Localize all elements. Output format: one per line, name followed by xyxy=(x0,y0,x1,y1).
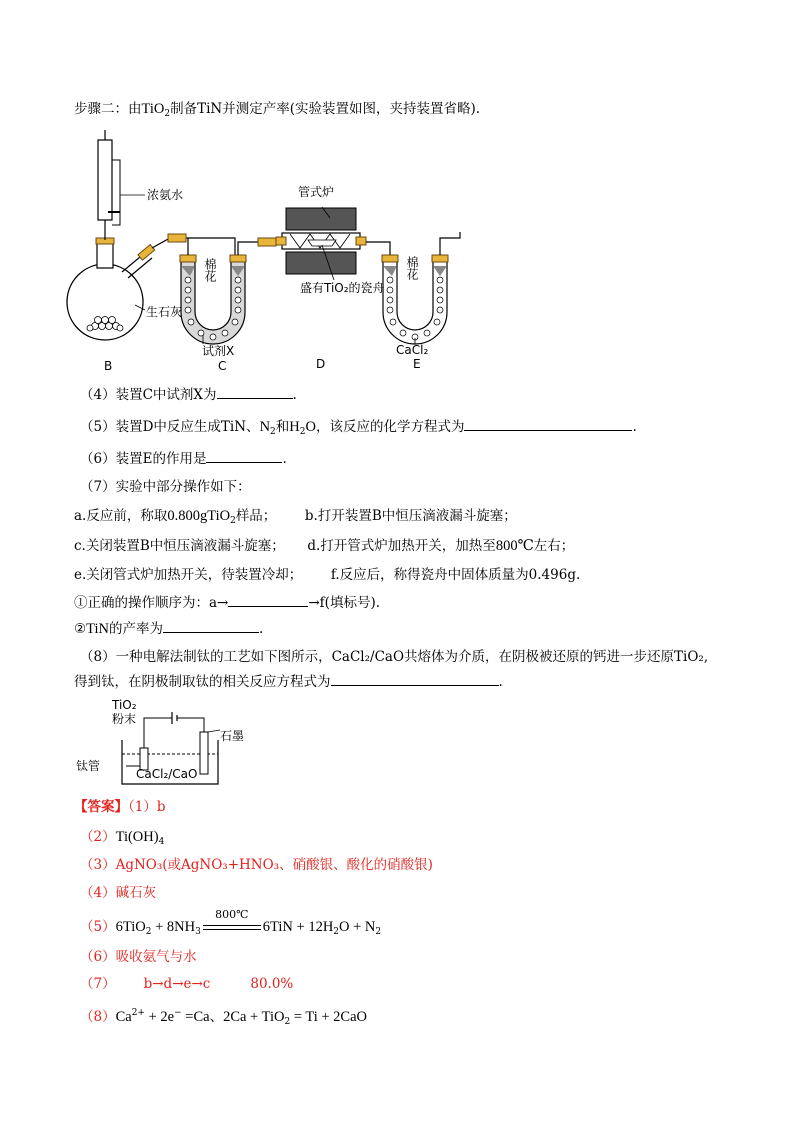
answer-8-sep: 、 xyxy=(209,1009,224,1025)
label-c: C xyxy=(218,359,227,373)
question-8-line2 xyxy=(74,673,503,691)
tube-furnace-d xyxy=(276,207,366,280)
q7-d-text: d.打开管式炉加热开关，加热至 xyxy=(307,538,496,554)
q7-1-text: ①正确的操作顺序为：a→ xyxy=(74,595,229,611)
label-lime: 生石灰 xyxy=(146,305,183,319)
answer-2 xyxy=(80,828,164,851)
answer-8-eq2-sub: 2 xyxy=(284,1017,291,1027)
q8-blank xyxy=(331,673,499,686)
label-cotton-c: 棉花 xyxy=(203,258,217,282)
question-7-intro: （7）实验中部分操作如下： xyxy=(80,479,251,495)
answer-8-ca: Ca xyxy=(115,1009,132,1025)
label-cotton-e: 棉花 xyxy=(405,256,419,280)
tio2-formula: TiO xyxy=(141,101,165,117)
q5-text: （5）装置D中反应生成TiN、 xyxy=(80,419,260,435)
q7-2-end: . xyxy=(258,621,264,637)
answer-5-left-sub: 2 xyxy=(145,927,152,937)
answer-2-formula: Ti(OH) xyxy=(115,829,159,845)
q5-h-sub: 2 xyxy=(299,427,306,437)
electrolysis-figure xyxy=(70,692,270,792)
answer-8-num: （8） xyxy=(80,1009,116,1025)
answer-1-text: （1）b xyxy=(128,799,166,815)
label-boat: 盛有TiO₂的瓷舟 xyxy=(300,281,385,295)
q7-ops-ab xyxy=(74,507,517,530)
q7-ops-cd xyxy=(74,537,574,555)
q4-text: （4）装置C中试剂X为 xyxy=(80,387,217,403)
answer-1 xyxy=(74,798,165,816)
label-d: D xyxy=(316,357,326,371)
q7-1-end: →f(填标号). xyxy=(308,595,381,611)
q7-a-text: a.反应前，称取 xyxy=(74,508,168,524)
answer-5-left: 6TiO xyxy=(115,919,146,935)
label-tio2: TiO₂ xyxy=(112,698,137,712)
answer-8-electrons: + 2e xyxy=(144,1009,175,1025)
q4-blank xyxy=(217,386,293,399)
answer-2-num: （2） xyxy=(80,829,116,845)
answer-5 xyxy=(80,908,382,941)
answer-8-eq2-end: = Ti + 2CaO xyxy=(290,1009,367,1025)
answer-7 xyxy=(80,975,293,993)
answer-7-yield: 80.0% xyxy=(250,976,294,992)
q7-2-text: 的产率为 xyxy=(108,621,163,637)
answer-5-mid: + 8NH xyxy=(151,919,196,935)
q7-a-end: 样品； xyxy=(235,508,277,524)
q7-2-tin: TiN xyxy=(86,621,109,637)
q8-end: . xyxy=(498,674,503,690)
step2-text: 步骤二：由 xyxy=(74,101,142,117)
q5-h: H xyxy=(289,419,300,435)
q7-a-sub: 2 xyxy=(230,516,236,526)
apparatus-figure xyxy=(60,130,480,375)
label-cacl2: CaCl₂ xyxy=(396,343,429,357)
answer-2-sub: 4 xyxy=(158,837,165,847)
answer-5-mid-sub: 3 xyxy=(195,927,201,937)
q5-n2: N xyxy=(259,419,271,435)
q7-subq-2 xyxy=(74,620,263,638)
tio2-subscript: 2 xyxy=(164,109,171,119)
answer-3: （3）AgNO₃(或AgNO₃+HNO₃、硝酸银、酸化的硝酸银) xyxy=(80,857,433,873)
label-titanium-tube: 钛管 xyxy=(76,759,101,773)
label-e: E xyxy=(413,357,421,371)
label-melt: CaCl₂/CaO xyxy=(136,767,198,781)
question-4 xyxy=(80,386,297,404)
answer-8-eq2: 2Ca + TiO xyxy=(223,1009,285,1025)
label-b: B xyxy=(104,359,113,373)
question-5 xyxy=(80,418,637,441)
q5-o: O xyxy=(305,419,316,435)
answer-6: （6）吸收氨气与水 xyxy=(80,949,197,965)
q7-c-text: c.关闭装置B中恒压滴液漏斗旋塞； xyxy=(74,538,285,554)
q6-text: （6）装置E的作用是 xyxy=(80,451,207,467)
answer-5-end-sub: 2 xyxy=(375,927,382,937)
answer-7-num: （7） xyxy=(80,976,116,992)
q7-ops-ef xyxy=(74,566,580,584)
reaction-condition xyxy=(203,908,261,936)
question-8-line1: （8）一种电解法制钛的工艺如下图所示，CaCl₂/CaO共熔体为介质，在阴极被还原的钙进一步还原TiO₂, xyxy=(80,649,709,665)
q7-d-temp: 800℃ xyxy=(495,538,534,554)
flask-b xyxy=(67,130,155,340)
label-furnace: 管式炉 xyxy=(298,185,335,199)
answer-7-order: b→d→e→c xyxy=(143,976,211,992)
q5-and: 和 xyxy=(275,419,290,435)
label-powder: 粉末 xyxy=(112,712,137,726)
u-tube-e xyxy=(382,232,460,344)
answer-tag: 【答案】 xyxy=(74,799,128,815)
q7-d-end: 左右； xyxy=(533,538,575,554)
answer-5-right-sub: 2 xyxy=(333,927,340,937)
q5-end: . xyxy=(632,419,637,435)
label-ammonia: 浓氨水 xyxy=(147,188,184,202)
step2-line xyxy=(74,100,480,123)
q7-subq-1 xyxy=(74,594,380,612)
answer-5-end: O + N xyxy=(339,919,376,935)
answer-8 xyxy=(80,1004,367,1031)
answer-8-charge: 2+ xyxy=(131,1008,145,1018)
q6-end: . xyxy=(282,451,287,467)
q7-e-text: e.关闭管式炉加热开关，待装置冷却； xyxy=(74,567,303,583)
q7-b-text: b.打开装置B中恒压滴液漏斗旋塞； xyxy=(304,508,517,524)
q5-n2-sub: 2 xyxy=(270,427,276,437)
q4-end: . xyxy=(292,387,297,403)
q8-text: 得到钛，在阴极制取钛的相关反应方程式为 xyxy=(74,674,331,690)
answer-8-minus: − xyxy=(174,1008,182,1018)
label-reagent-x: 试剂X xyxy=(202,344,235,358)
answer-5-num: （5） xyxy=(80,919,116,935)
answer-8-product: =Ca xyxy=(181,1009,210,1025)
q7-a-mass: 0.800gTiO xyxy=(167,508,231,524)
answer-5-condition: 800℃ xyxy=(215,908,249,921)
answer-4: （4）碱石灰 xyxy=(80,885,157,901)
q5-blank xyxy=(464,418,632,431)
answer-5-right: 6TiN + 12H xyxy=(262,919,334,935)
q7-f-text: f.反应后，称得瓷舟中固体质量为0.496g. xyxy=(330,567,581,583)
q7-1-blank xyxy=(228,594,308,607)
q7-2-num: ② xyxy=(74,621,87,637)
label-graphite: 石墨 xyxy=(220,729,245,743)
step2-text-end: 制备TiN并测定产率(实验装置如图，夹持装置省略). xyxy=(170,101,481,117)
question-6 xyxy=(80,450,287,468)
q6-blank xyxy=(206,450,282,463)
q7-2-blank xyxy=(163,620,259,633)
q5-text2: ，该反应的化学方程式为 xyxy=(315,419,465,435)
